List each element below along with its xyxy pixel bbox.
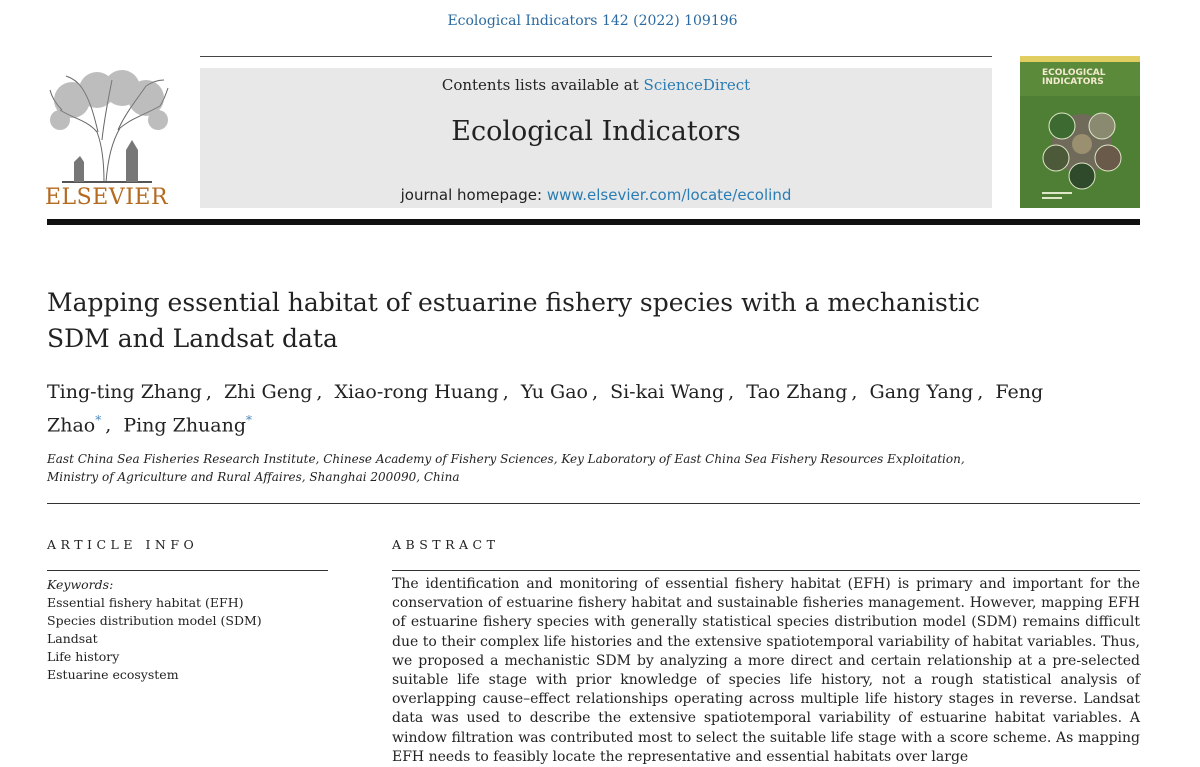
keyword-item[interactable]: Estuarine ecosystem [47, 667, 179, 682]
author-name[interactable]: Feng Zhao [47, 381, 1044, 437]
corresponding-author-mark[interactable]: * [246, 413, 253, 427]
contents-prefix: Contents lists available at [441, 76, 644, 94]
author-name[interactable]: Si-kai Wang [610, 381, 725, 403]
article-title: Mapping essential habitat of estuarine fishery species with a mechanistic SDM and Landsat data [47, 288, 980, 353]
author-separator: , [851, 381, 858, 403]
journal-header [200, 68, 992, 208]
elsevier-wordmark: ELSEVIER [45, 185, 169, 210]
corresponding-author-mark[interactable]: * [95, 413, 102, 427]
sciencedirect-link[interactable]: ScienceDirect [643, 76, 751, 94]
author-separator: , [977, 381, 984, 403]
contents-line [200, 76, 992, 94]
abstract-rule [392, 570, 1140, 571]
journal-homepage-link[interactable]: www.elsevier.com/locate/ecolind [546, 186, 792, 204]
article-info-heading: ARTICLE INFO [47, 537, 199, 552]
author-name[interactable]: Gang Yang [869, 381, 974, 403]
header-top-rule [200, 56, 992, 57]
header-thick-rule [47, 219, 1140, 225]
journal-name: Ecological Indicators [451, 116, 741, 147]
abstract-heading: ABSTRACT [392, 537, 500, 552]
homepage-prefix: journal homepage: [400, 186, 547, 204]
section-divider [47, 503, 1140, 504]
keywords-label: Keywords: [47, 577, 114, 592]
journal-citation[interactable]: Ecological Indicators 142 (2022) 109196 [447, 13, 738, 29]
tree-icon [42, 70, 172, 185]
article-info-rule [47, 570, 328, 571]
keyword-item[interactable]: Species distribution model (SDM) [47, 613, 262, 628]
author-affiliation: East China Sea Fisheries Research Institute, Chinese Academy of Fishery Sciences, Key Laboratory of East China Sea Fishery Resources Exploitation, Ministry of Agriculture and Rural Affaires, Shanghai 200090, China [47, 452, 965, 484]
author-name[interactable]: Ping Zhuang [123, 414, 247, 437]
keyword-item[interactable]: Landsat [47, 631, 98, 646]
journal-cover[interactable] [1020, 56, 1140, 208]
author-list [47, 378, 1047, 439]
author-name[interactable]: Ting-ting Zhang [47, 381, 202, 403]
cover-title-line2: INDICATORS [1042, 77, 1104, 87]
keyword-item[interactable]: Essential fishery habitat (EFH) [47, 595, 244, 610]
cover-top-band [1020, 56, 1140, 62]
author-separator: , [316, 381, 323, 403]
keyword-item[interactable]: Life history [47, 649, 120, 664]
homepage-line [200, 186, 992, 204]
author-name[interactable]: Xiao-rong Huang [334, 381, 499, 403]
author-name[interactable]: Tao Zhang [746, 381, 848, 403]
author-separator: , [591, 381, 599, 403]
author-separator: , [105, 414, 112, 437]
author-separator: , [502, 381, 509, 403]
author-name[interactable]: Zhi Geng [223, 381, 313, 403]
cover-title [1042, 69, 1106, 87]
keywords-block [47, 576, 262, 684]
author-separator: , [205, 381, 212, 403]
author-name[interactable]: Yu Gao [520, 381, 588, 403]
abstract-text: The identification and monitoring of essential fishery habitat (EFH) is primary and important for the conservation of estuarine fishery habitat and sustainable fisheries management. However, mapping EFH of estuarine fishery species with generally statistical species distribution model (SDM) remains difficult due to their complex life histories and the extensive spatiotemporal variability of habitat variables. Thus, we proposed a mechanistic SDM by analyzing a more direct and certain relationship at a pre-selected suitable life stage with prior knowledge of species life history, not a rough statistical analysis of overlapping cause–effect relationships operating across multiple life history stages in reverse. Landsat data was used to describe the extensive spatiotemporal variability of estuarine habitat variables. A window filtration was contributed most to select the suitable life stage with a score scheme. As mapping EFH needs to feasibly locate the representative and essential habitats over large [392, 576, 1140, 765]
cover-title-line1: ECOLOGICAL [1042, 68, 1106, 78]
author-separator: , [728, 381, 735, 403]
journal-cover-image [1020, 96, 1140, 208]
